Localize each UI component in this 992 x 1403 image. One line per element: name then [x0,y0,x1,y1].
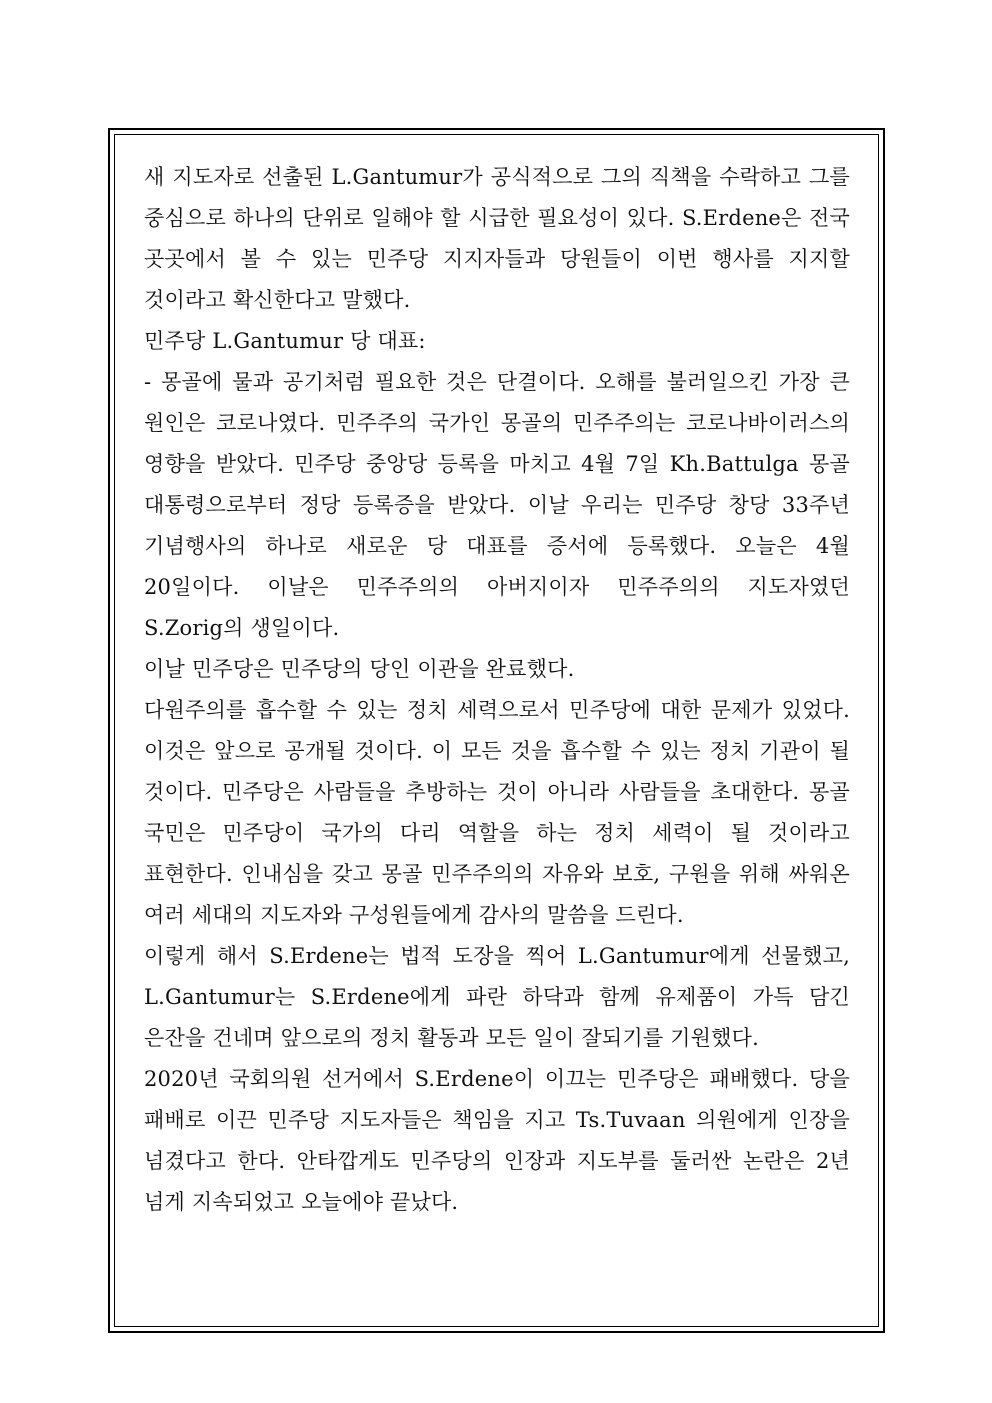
paragraph-election-defeat: 2020년 국회의원 선거에서 S.Erdene이 이끄는 민주당은 패배했다. 당을 패배로 이끈 민주당 지도자들은 책임을 지고 Ts.Tuvaan 의원에게 인장을 넘겼다고 한다. 안타깝게도 민주당의 인장과 지도부를 둘러싼 논란은 2년 넘게 지속되었고 오늘에야 끝났다. [144,1067,850,1214]
paragraph-seal-gift: 이렇게 해서 S.Erdene는 법적 도장을 찍어 L.Gantumur에게 선물했고, L.Gantumur는 S.Erdene에게 파란 하닥과 함께 유제품이 가득 담긴 은잔을 건네며 앞으로의 정치 활동과 모든 일이 잘되기를 기원했다. [144,944,850,1050]
paragraph-speaker-heading: 민주당 L.Gantumur 당 대표: [144,329,426,353]
paragraph-pluralism: 다원주의를 흡수할 수 있는 정치 세력으로서 민주당에 대한 문제가 있었다. 이것은 앞으로 공개될 것이다. 이 모든 것을 흡수할 수 있는 정치 기관이 될 것이다. 민주당은 사람들을 추방하는 것이 아니라 사람들을 초대한다. 몽골 국민은 민주당이 국가의 다리 역할을 하는 정치 세력이 될 것이라고 표현한다. 인내심을 갖고 몽골 민주주의의 자유와 보호, 구원을 위해 싸워온 여러 세대의 지도자와 구성원들에게 감사의 말씀을 드린다. [144,698,850,927]
document-body [144,157,850,1223]
paragraph-seal-transfer: 이날 민주당은 민주당의 당인 이관을 완료했다. [144,657,575,681]
paragraph-unity-speech: - 몽골에 물과 공기처럼 필요한 것은 단결이다. 오해를 불러일으킨 가장 큰 원인은 코로나였다. 민주주의 국가인 몽골의 민주주의는 코로나바이러스의 영향을 받았다. 민주당 중앙당 등록을 마치고 4월 7일 Kh.Battulga 몽골 대통령으로부터 정당 등록증을 받았다. 이날 우리는 민주당 창당 33주년 기념행사의 하나로 새로운 당 대표를 증서에 등록했다. 오늘은 4월 20일이다. 이날은 민주주의의 아버지이자 민주주의의 지도자였던 S.Zorig의 생일이다. [144,370,850,640]
paragraph-leader-acceptance: 새 지도자로 선출된 L.Gantumur가 공식적으로 그의 직책을 수락하고 그를 중심으로 하나의 단위로 일해야 할 시급한 필요성이 있다. S.Erdene은 전국 곳곳에서 볼 수 있는 민주당 지지자들과 당원들이 이번 행사를 지지할 것이라고 확신한다고 말했다. [144,165,850,312]
